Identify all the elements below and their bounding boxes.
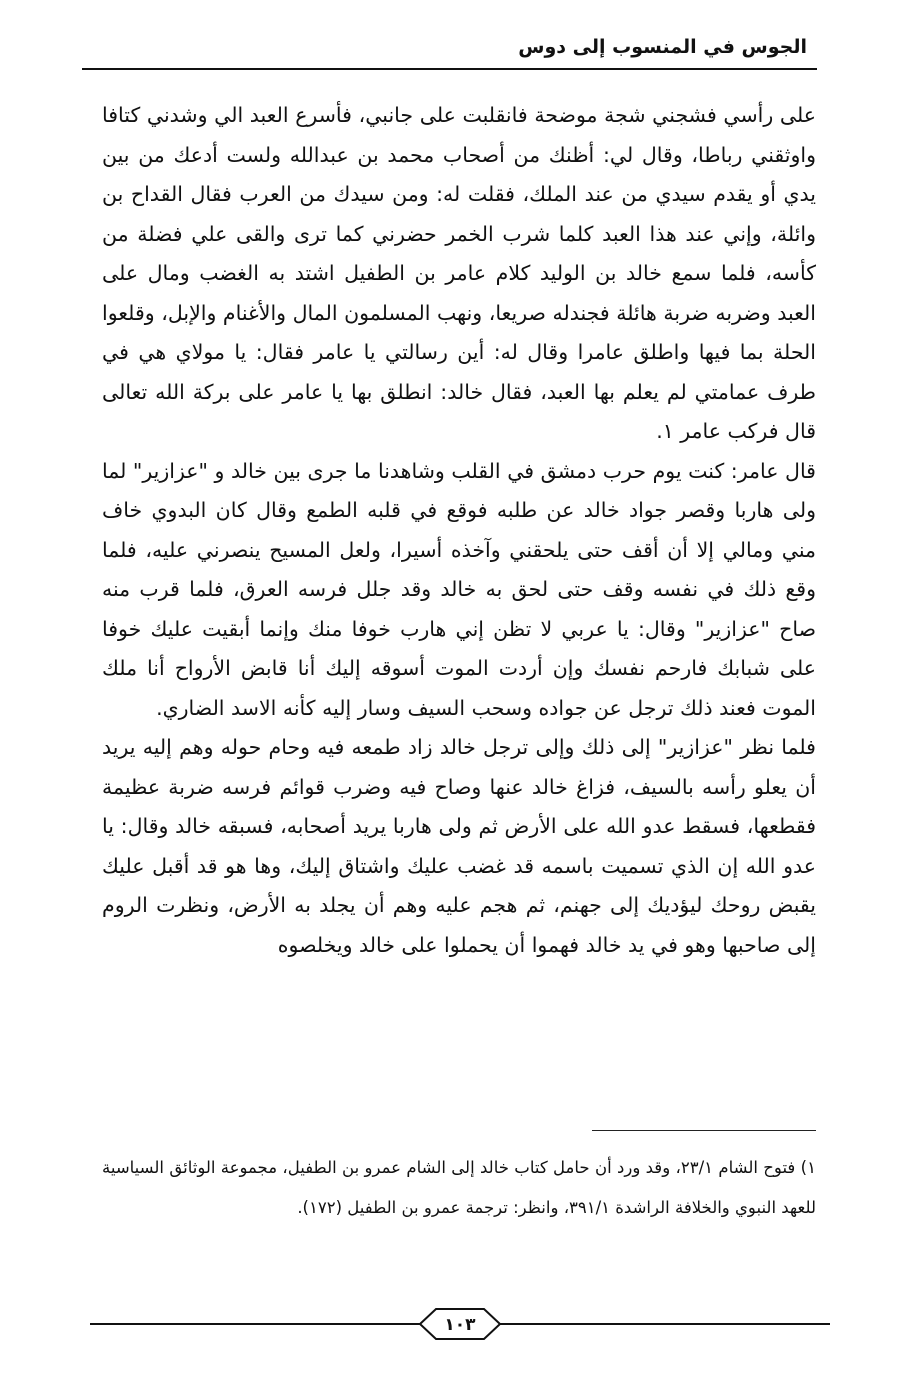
paragraph: قال عامر: كنت يوم حرب دمشق في القلب وشاهدنا ما جرى بين خالد و "عزازير" لما ولى هاربا وقصر جواد خالد عن طلبه فوقع في قلبه الطمع وقال كان البدوي خاف مني ومالي إلا أن أقف حتى يلحقني وآخذه أسيرا، ولعل المسيح ينصرني عليه، فلما وقع ذلك في نفسه وقف حتى لحق به خالد وقد جلل فرسه العرق، فلما قرب منه صاح "عزازير" وقال: يا عربي لا تظن إني هارب خوفا منك وإنما أبقيت عليك خوفا على شبابك فارحم نفسك وإن أردت الموت أسوقه إليك أنا قابض الأرواح أنا ملك الموت فعند ذلك ترجل عن جواده وسحب السيف وسار إليه كأنه الاسد الضاري. [102, 458, 816, 720]
paragraph: على رأسي فشجني شجة موضحة فانقلبت على جانبي، فأسرع العبد الي وشدني كتافا واوثقني رباطا، وقال لي: أظنك من أصحاب محمد بن عبدالله ولست أدعك من بين يدي أو يقدم سيدي من عند الملك، فقلت له: ومن سيدك من العرب فقال القداح بن وائلة، وإني عند هذا العبد كلما شرب الخمر حضرني كما ترى والقى علي فضلة من كأسه، فلما سمع خالد بن الوليد كلام عامر بن الطفيل اشتد به الغضب ومال على العبد وضربه ضربة هائلة فجندله صريعا، ونهب المسلمون المال والأغنام والإبل، وقلعوا الحلة بما فيها واطلق عامرا وقال له: أين رسالتي يا عامر فقال: يا مولاي هي في طرف عمامتي لم يعلم بها العبد، فقال خالد: انطلق بها يا عامر على بركة الله تعالى قال فركب عامر ١. [102, 103, 816, 443]
running-header [82, 32, 817, 72]
main-text [102, 96, 816, 965]
page-footer [90, 1306, 830, 1350]
paragraph: فلما نظر "عزازير" إلى ذلك وإلى ترجل خالد زاد طمعه فيه وحام حوله وهم إليه يريد أن يعلو رأسه بالسيف، فزاغ خالد عنها وصاح فيه وضرب قوائم فرسه ضربة عظيمة فقطعها، فسقط عدو الله على الأرض ثم ولى هاربا يريد أصحابه، فسبقه خالد وقال: يا عدو الله إن الذي تسميت باسمه قد غضب عليك واشتاق إليك، وها هو قد أقبل عليك يقبض روحك ليؤديك إلى جهنم، ثم هجم عليه وهم أن يجلد به الأرض، ونظرت الروم إلى صاحبها وهو في يد خالد فهموا أن يحملوا على خالد ويخلصوه [102, 735, 816, 957]
footnote-separator [592, 1130, 816, 1131]
header-rule [82, 68, 817, 70]
running-header-title: الجوس في المنسوب إلى دوس [518, 36, 807, 58]
footnote: ١) فتوح الشام ٢٣/١، وقد ورد أن حامل كتاب خالد إلى الشام عمرو بن الطفيل، مجموعة الوثائق السياسية للعهد النبوي والخلافة الراشدة ٣٩١/١، وانظر: ترجمة عمرو بن الطفيل (١٧٢). [102, 1158, 816, 1217]
page-number: ١٠٣ [444, 1315, 476, 1335]
footnotes [102, 1148, 816, 1228]
